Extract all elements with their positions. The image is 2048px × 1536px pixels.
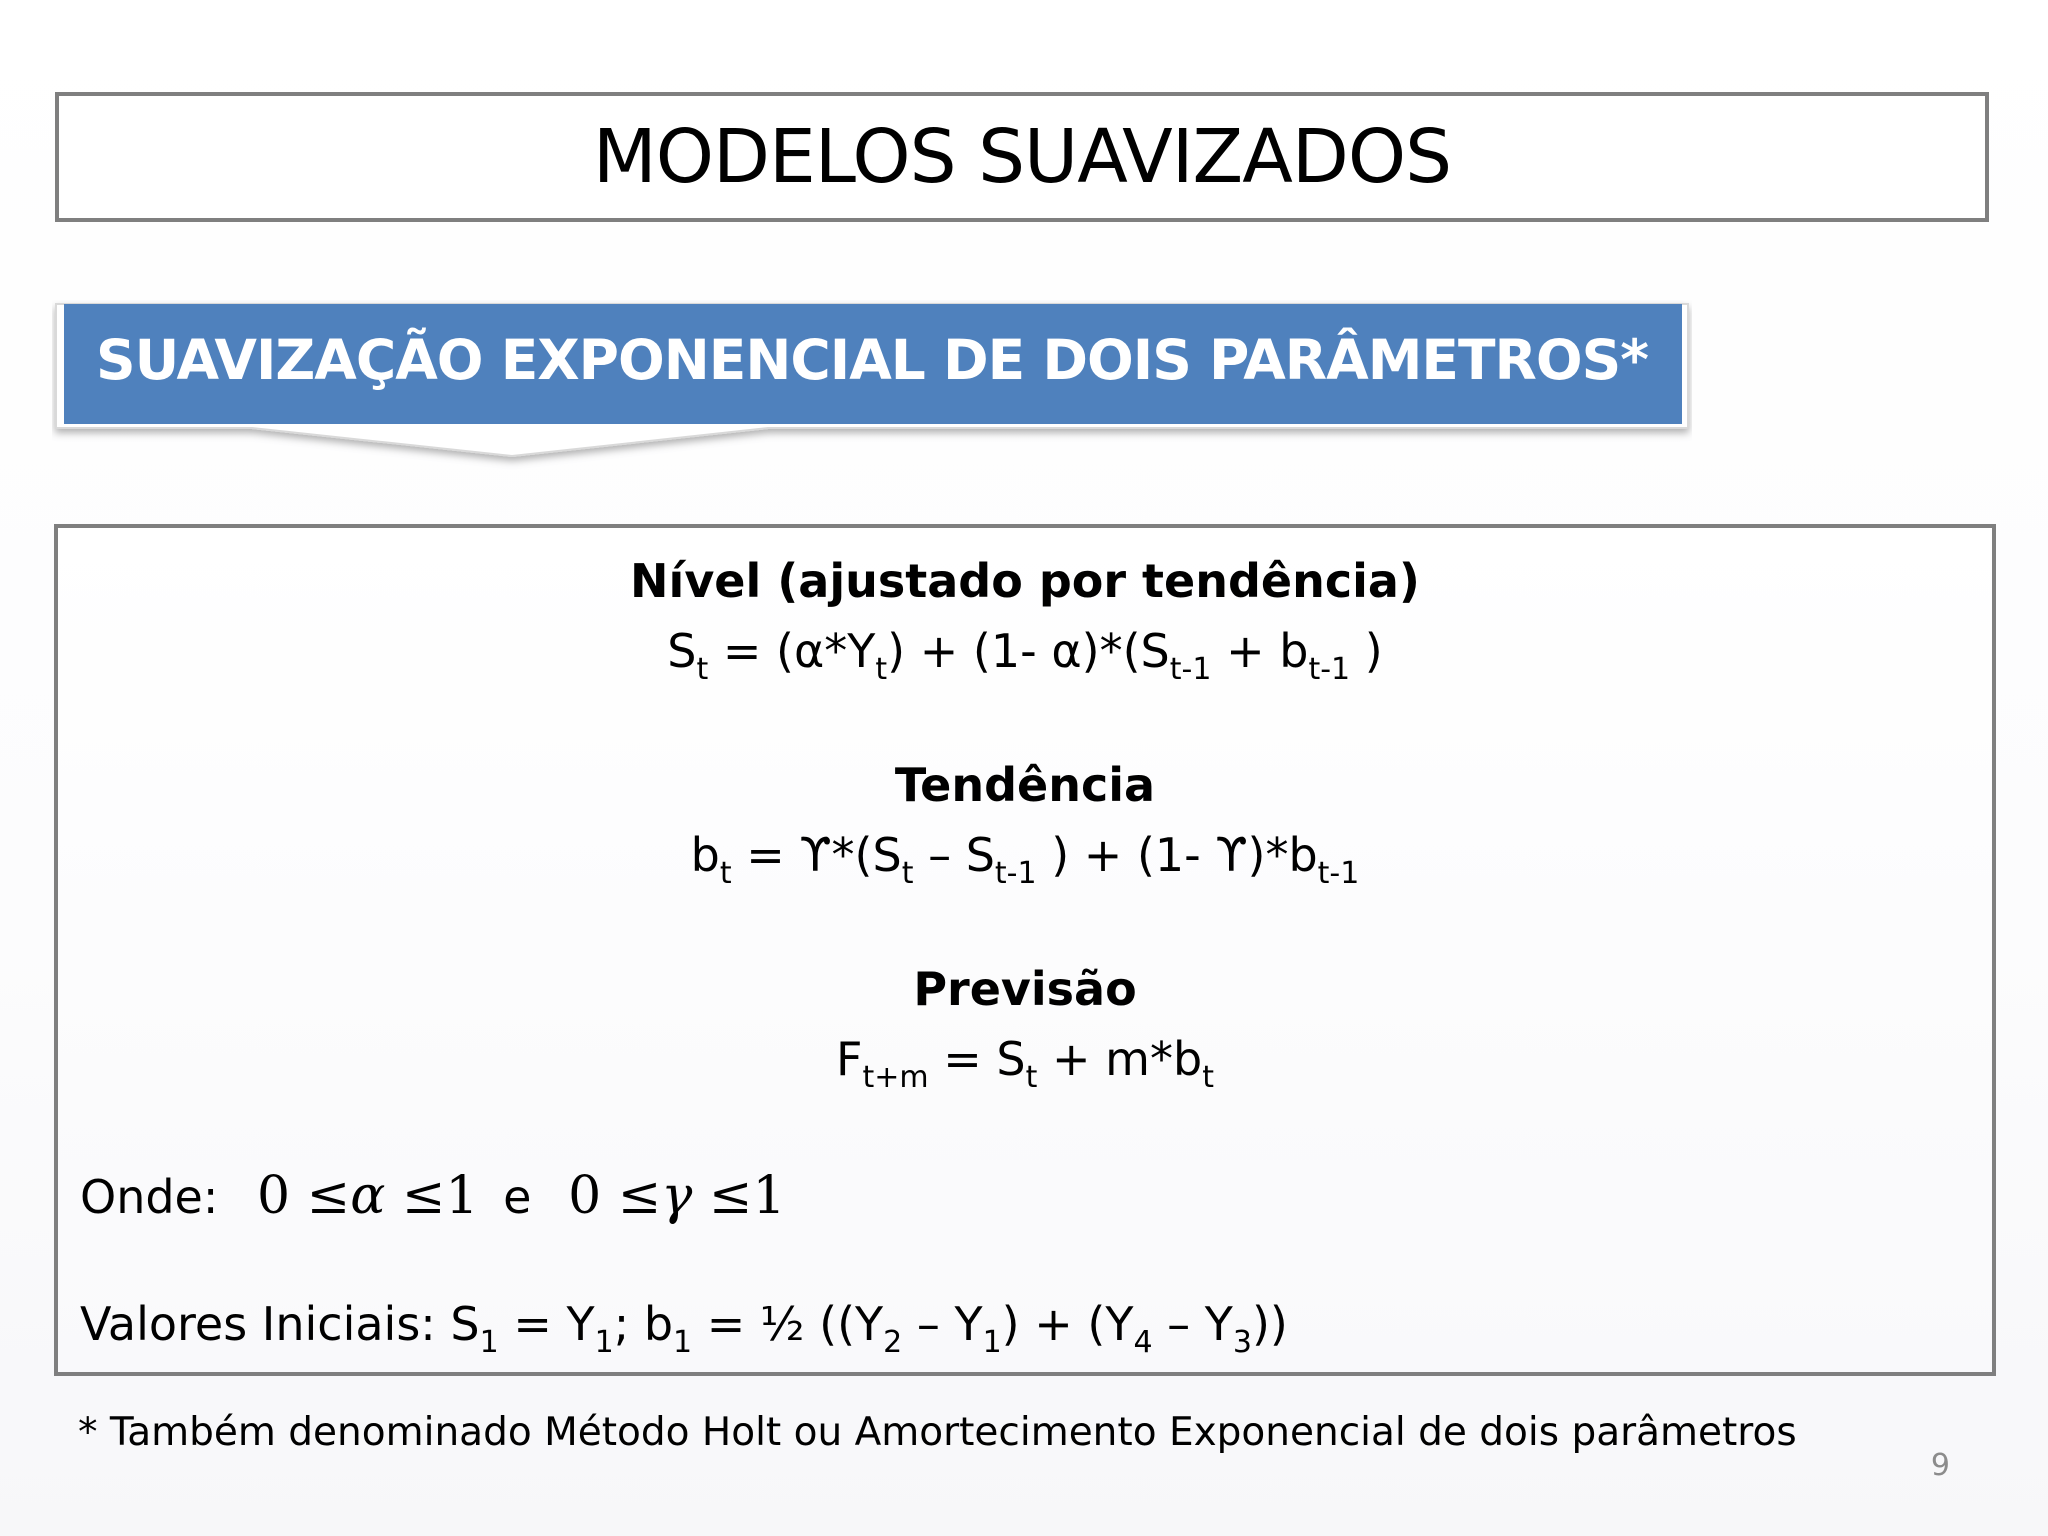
initial-part: ) + (Y	[1001, 1297, 1134, 1351]
gamma-one: 1	[752, 1166, 786, 1226]
trend-formula-part: – S	[913, 828, 995, 882]
alpha-zero: 0	[256, 1166, 291, 1226]
gamma-constraint	[568, 1166, 785, 1226]
where-line	[80, 1166, 786, 1227]
forecast-heading: Previsão	[913, 962, 1137, 1016]
initial-sub: 3	[1232, 1325, 1252, 1360]
initial-part: Valores Iniciais: S	[80, 1297, 480, 1351]
gamma-zero: 0	[568, 1166, 602, 1226]
trend-formula	[58, 820, 1992, 890]
level-formula-part: S	[667, 624, 697, 678]
forecast-formula-sub: t	[1025, 1060, 1038, 1095]
level-formula	[58, 616, 1992, 686]
forecast-formula	[58, 1024, 1992, 1094]
level-formula-part: + b	[1211, 624, 1309, 678]
initial-part: = ½ ((Y	[692, 1297, 884, 1351]
trend-formula-part: b	[690, 828, 720, 882]
where-label: Onde:	[80, 1170, 219, 1224]
level-formula-sub: t-1	[1169, 652, 1212, 687]
forecast-section	[58, 954, 1992, 1094]
trend-formula-sub: t-1	[1317, 856, 1360, 891]
gamma-symbol: γ	[661, 1166, 693, 1226]
initial-part: ; b	[613, 1297, 674, 1351]
forecast-formula-sub: t+m	[862, 1060, 929, 1095]
initial-sub: 1	[982, 1325, 1002, 1360]
trend-formula-part: ) + (1- ϒ)*b	[1036, 828, 1318, 882]
trend-heading: Tendência	[894, 758, 1156, 812]
title-box	[55, 92, 1989, 222]
page-number: 9	[1930, 1448, 1950, 1483]
initial-part: = Y	[498, 1297, 595, 1351]
level-formula-sub: t	[875, 652, 888, 687]
level-formula-part: )	[1350, 624, 1383, 678]
initial-sub: 2	[883, 1325, 903, 1360]
trend-section	[58, 750, 1992, 890]
initial-sub: 1	[479, 1325, 499, 1360]
level-formula-sub: t	[696, 652, 709, 687]
initial-sub: 1	[594, 1325, 614, 1360]
trend-formula-sub: t-1	[994, 856, 1037, 891]
initial-values-line	[80, 1294, 1288, 1360]
footnote: * Também denominado Método Holt ou Amortecimento Exponencial de dois parâmetros	[78, 1410, 1797, 1455]
gamma-le-left: ≤	[617, 1166, 662, 1226]
alpha-le-right: ≤	[401, 1166, 446, 1226]
section-banner	[52, 300, 1692, 475]
initial-part: ))	[1251, 1297, 1288, 1351]
gamma-le-right: ≤	[708, 1166, 753, 1226]
initial-part: – Y	[1152, 1297, 1233, 1351]
alpha-le-left: ≤	[306, 1166, 351, 1226]
where-conjunction: e	[503, 1170, 532, 1224]
content-box	[54, 524, 1996, 1376]
forecast-formula-part: F	[836, 1032, 863, 1086]
alpha-constraint	[257, 1166, 479, 1226]
initial-sub: 4	[1133, 1325, 1153, 1360]
initial-sub: 1	[673, 1325, 693, 1360]
level-formula-part: ) + (1- α)*(S	[887, 624, 1170, 678]
banner-title: SUAVIZAÇÃO EXPONENCIAL DE DOIS PARÂMETROS*	[95, 328, 1649, 392]
forecast-formula-part: = S	[928, 1032, 1026, 1086]
trend-formula-sub: t	[901, 856, 914, 891]
trend-formula-sub: t	[719, 856, 732, 891]
forecast-formula-part: + m*b	[1037, 1032, 1203, 1086]
level-formula-part: = (α*Y	[708, 624, 876, 678]
forecast-formula-sub: t	[1202, 1060, 1214, 1095]
level-heading: Nível (ajustado por tendência)	[630, 554, 1420, 608]
alpha-one: 1	[445, 1166, 479, 1226]
level-section	[58, 546, 1992, 686]
slide-title: MODELOS SUAVIZADOS	[592, 114, 1452, 200]
level-formula-sub: t-1	[1308, 652, 1351, 687]
alpha-symbol: α	[350, 1166, 386, 1226]
initial-part: – Y	[902, 1297, 983, 1351]
trend-formula-part: = ϒ*(S	[731, 828, 902, 882]
